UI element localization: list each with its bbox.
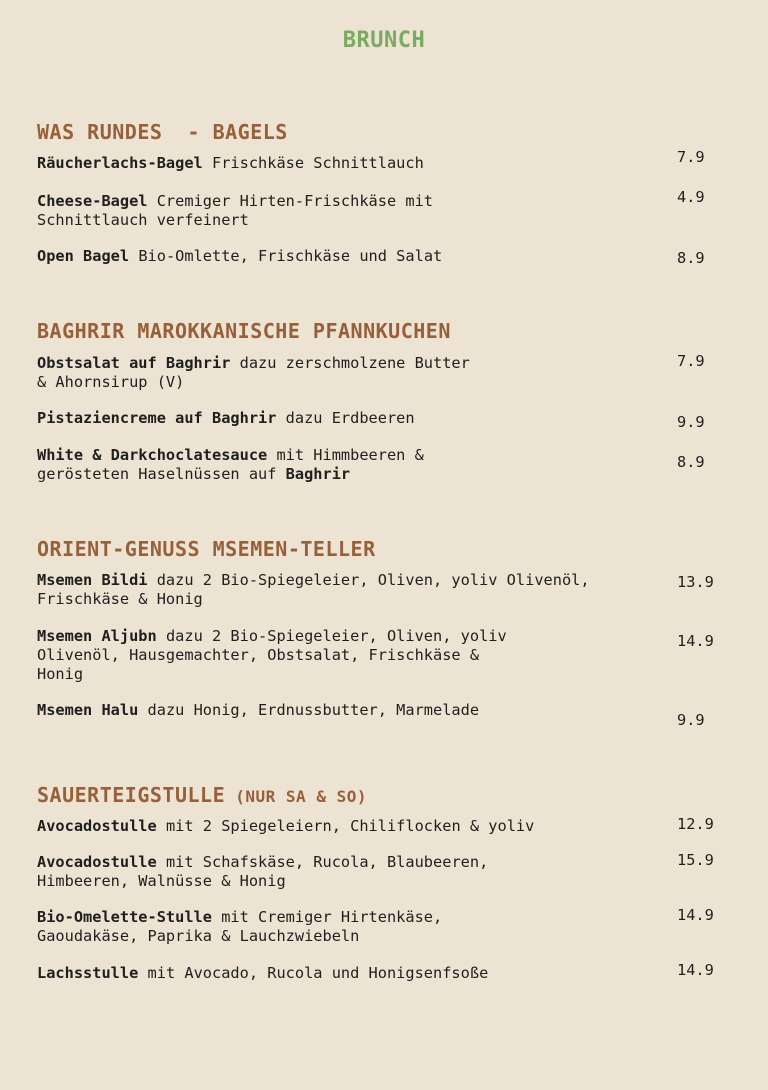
menu-item <box>37 853 727 891</box>
menu-item <box>37 354 727 392</box>
menu-item-text <box>37 853 577 891</box>
menu-item-price: 14.9 <box>677 906 714 924</box>
menu-item-price: 9.9 <box>677 413 705 431</box>
section-baghrir <box>37 319 737 489</box>
menu-item-name-suffix: Baghrir <box>285 465 351 483</box>
menu-item-name: Cheese-Bagel <box>37 192 148 210</box>
menu-item <box>37 627 727 684</box>
menu-item-description: dazu 2 Bio-Spiegeleier, Oliven, yoliv Olivenöl, Frischkäse & Honig <box>37 571 590 608</box>
menu-item-name: Msemen Halu <box>37 701 139 719</box>
menu-item-price: 9.9 <box>677 711 705 729</box>
section-title-main: SAUERTEIGSTULLE <box>37 783 226 807</box>
menu-item <box>37 247 727 266</box>
menu-item <box>37 571 727 609</box>
menu-item-description: mit Cremiger Hirtenkäse, Gaoudakäse, Paprika & Lauchzwiebeln <box>37 908 443 945</box>
menu-item-text <box>37 247 632 266</box>
menu-item-price: 14.9 <box>677 632 714 650</box>
menu-item-name: Bio-Omelette-Stulle <box>37 908 212 926</box>
menu-item-text <box>37 571 597 609</box>
menu-item <box>37 446 727 484</box>
menu-item-text <box>37 154 632 173</box>
menu-item-name: Open Bagel <box>37 247 130 265</box>
menu-item-name: Obstsalat auf Baghrir <box>37 354 231 372</box>
menu-item-name: Pistaziencreme auf Baghrir <box>37 409 277 427</box>
section-title-suffix: (NUR SA & SO) <box>225 787 367 806</box>
menu-item-description: mit Himmbeeren & gerösteten Haselnüssen auf <box>37 446 424 483</box>
menu-item-text <box>37 817 637 836</box>
menu-item-description: dazu zerschmolzene Butter & Ahornsirup (V) <box>37 354 470 391</box>
section-msemen <box>37 537 737 737</box>
menu-item-name: Msemen Bildi <box>37 571 148 589</box>
menu-item-name: Msemen Aljubn <box>37 627 157 645</box>
section-sauerteigstulle <box>37 783 737 993</box>
menu-item <box>37 701 727 729</box>
menu-item-description: mit Schafskäse, Rucola, Blaubeeren, Himbeeren, Walnüsse & Honig <box>37 853 489 890</box>
menu-item-price: 15.9 <box>677 851 714 869</box>
menu-item-description: dazu Honig, Erdnussbutter, Marmelade <box>138 701 480 719</box>
menu-item <box>37 409 727 431</box>
section-bagels <box>37 120 737 270</box>
menu-item-text <box>37 192 507 230</box>
menu-item-price: 14.9 <box>677 961 714 979</box>
menu-item-name: Avocadostulle <box>37 853 157 871</box>
page-title: BRUNCH <box>342 28 426 53</box>
menu-item-price: 13.9 <box>677 573 714 591</box>
menu-item <box>37 817 727 836</box>
menu-item-text <box>37 964 632 983</box>
section-title: BAGHRIR MAROKKANISCHE PFANNKUCHEN <box>37 319 451 343</box>
menu-item-description: dazu 2 Bio-Spiegeleier, Oliven, yoliv Olivenöl, Hausgemachter, Obstsalat, Frischkäse & Honig <box>37 627 507 683</box>
menu-item <box>37 961 727 983</box>
menu-item-name: Räucherlachs-Bagel <box>37 154 203 172</box>
menu-item-price: 7.9 <box>677 148 705 166</box>
menu-item-text <box>37 354 477 392</box>
menu-item-price: 12.9 <box>677 815 714 833</box>
menu-item-name: White & Darkchoclatesauce <box>37 446 268 464</box>
menu-item-description: Cremiger Hirten-Frischkäse mit Schnittlauch verfeinert <box>37 192 434 229</box>
menu-item-text <box>37 908 517 946</box>
section-title: WAS RUNDES - BAGELS <box>37 120 288 144</box>
menu-item-price: 8.9 <box>677 249 705 267</box>
menu-item-price: 4.9 <box>677 188 705 206</box>
menu-item-description: mit Avocado, Rucola und Honigsenfsoße <box>138 964 489 982</box>
menu-item-text <box>37 701 632 720</box>
menu-item-name: Avocadostulle <box>37 817 157 835</box>
menu-item-description: Frischkäse Schnittlauch <box>202 154 424 172</box>
menu-item <box>37 188 727 230</box>
menu-item-name: Lachsstulle <box>37 964 139 982</box>
menu-item-description: dazu Erdbeeren <box>276 409 415 427</box>
menu-item <box>37 148 727 173</box>
menu-item-price: 7.9 <box>677 352 705 370</box>
menu-item-description: mit 2 Spiegeleiern, Chiliflocken & yoliv <box>156 817 535 835</box>
menu-item <box>37 908 727 946</box>
menu-item-description: Bio-Omlette, Frischkäse und Salat <box>129 247 443 265</box>
menu-item-text <box>37 627 527 684</box>
menu-item-text <box>37 446 507 484</box>
section-title: ORIENT-GENUSS MSEMEN-TELLER <box>37 537 376 561</box>
menu-item-text <box>37 409 632 428</box>
menu-item-price: 8.9 <box>677 453 705 471</box>
section-title <box>37 783 737 809</box>
